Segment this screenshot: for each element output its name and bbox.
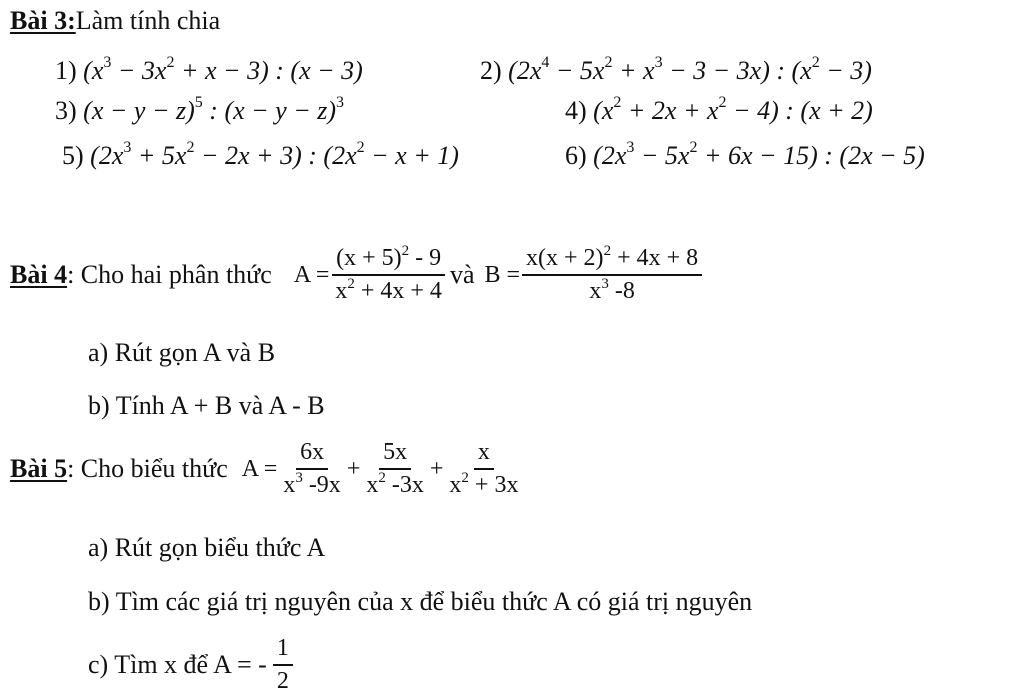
bai3-item-1 [55, 54, 363, 85]
bai3-item-6 [565, 139, 925, 170]
fraction-denominator: 2 [276, 668, 289, 695]
bai3-item-5 [62, 139, 459, 170]
fraction-denominator: $x^3$ -8 [589, 276, 635, 305]
bai4-b-label: B = [484, 262, 521, 289]
item-expression: $(x - y - z)^5$ : $(x - y - z)^3$ [83, 94, 345, 125]
fraction-numerator: $(x + 5)^2 - 9$ [332, 246, 445, 276]
bai5-part-c [88, 636, 295, 694]
plus-sign: + [346, 456, 361, 483]
bai4-a-label: A = [293, 262, 330, 289]
bai5-title: Bài 5 [10, 454, 68, 484]
fraction-numerator: 1 [273, 636, 293, 666]
item-label: 2) [480, 56, 502, 85]
bai4-and: và [449, 260, 475, 290]
bai5-statement [10, 440, 524, 498]
bai5-part-c-text: c) Tìm x để A = - [88, 650, 267, 680]
bai5-fraction-2 [362, 440, 428, 498]
item-label: 5) [62, 141, 84, 170]
item-expression: $(2x^4 - 5x^2 + x^3 - 3 - 3x)$ : $(x^2 - 3)$ [508, 54, 872, 85]
bai3-title: Bài 3: [10, 6, 76, 35]
item-label: 1) [55, 56, 77, 85]
item-label: 4) [565, 96, 587, 125]
bai5-a-label: A = [241, 456, 278, 483]
bai3-heading [10, 8, 220, 34]
bai5-intro: : Cho biểu thức [67, 454, 228, 484]
bai3-intro: Làm tính chia [75, 6, 221, 35]
item-expression: $(x^2 + 2x + x^2 - 4)$ : (x + 2) [593, 94, 873, 125]
bai5-part-a: a) Rút gọn biểu thức A [88, 533, 326, 562]
plus-sign: + [429, 456, 444, 483]
bai4-intro: : Cho hai phân thức [67, 260, 272, 290]
bai5-part-b: b) Tìm các giá trị nguyên của x để biểu thức A có giá trị nguyên [88, 587, 753, 616]
fraction-denominator: $x^3$ -9x [283, 470, 341, 499]
bai4-part-b: b) Tính A + B và A - B [88, 391, 325, 420]
bai4-statement [10, 243, 704, 305]
fraction-numerator: 6x [296, 440, 328, 470]
bai3-item-2 [480, 54, 872, 85]
item-expression: $(x^3 - 3x^2 + x - 3)$ : (x − 3) [83, 54, 363, 85]
item-label: 3) [55, 96, 77, 125]
item-label: 6) [565, 141, 587, 170]
fraction-numerator: 5x [379, 440, 411, 470]
fraction-denominator: $x^2 + 4x + 4$ [335, 276, 442, 305]
fraction-numerator: $x(x + 2)^2 + 4x + 8$ [522, 246, 702, 276]
fraction-numerator: x [474, 440, 494, 470]
fraction-denominator: $x^2 + 3x$ [449, 470, 519, 499]
bai5-fraction-3 [445, 440, 522, 498]
bai5-fraction-1 [279, 440, 345, 498]
bai4-fraction-a [331, 243, 446, 305]
item-expression: $(2x^3 + 5x^2 - 2x + 3)$ : $(2x^2 - x + 1)$ [90, 139, 459, 170]
bai5-fraction-half [273, 636, 293, 694]
bai3-item-4 [565, 94, 873, 125]
bai4-part-a: a) Rút gọn A và B [88, 338, 276, 367]
bai3-item-3 [55, 94, 345, 125]
bai4-fraction-b [522, 243, 702, 305]
item-expression: $(2x^3 - 5x^2 + 6x - 15)$ : (2x − 5) [593, 139, 925, 170]
bai4-title: Bài 4 [10, 260, 68, 290]
fraction-denominator: $x^2$ -3x [366, 470, 424, 499]
